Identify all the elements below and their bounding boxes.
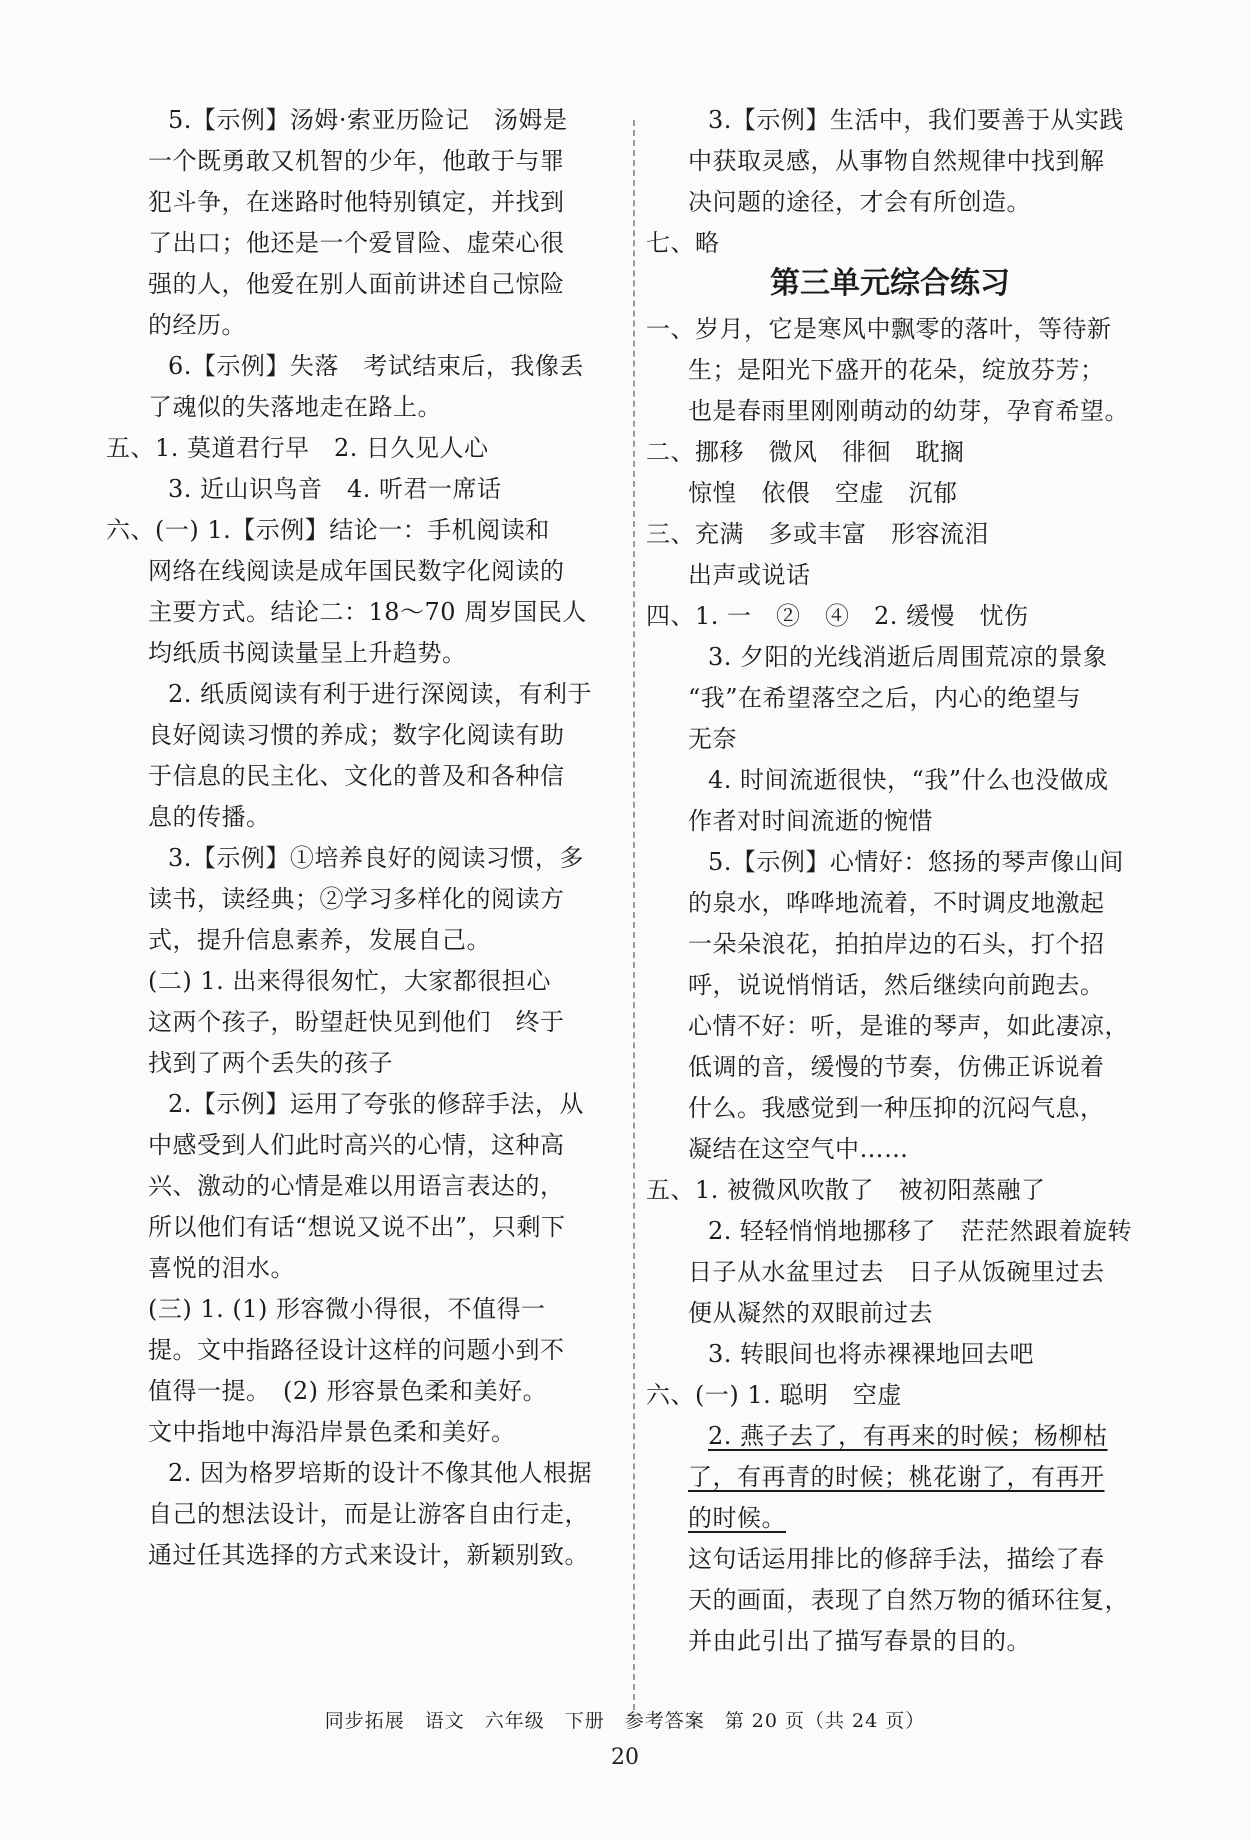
text-line: 良好阅读习惯的养成；数字化阅读有助 [148, 721, 565, 749]
text-line: 中感受到人们此时高兴的心情，这种高 [148, 1131, 565, 1159]
text-line: 了出口；他还是一个爱冒险、虚荣心很 [148, 229, 565, 257]
text-line: 息的传播。 [148, 803, 271, 831]
underlined-text-line: 的时候。 [688, 1504, 786, 1532]
text-line: 通过任其选择的方式来设计，新颖别致。 [148, 1541, 589, 1569]
text-line: 3. 夕阳的光线消逝后周围荒凉的景象 [708, 643, 1108, 671]
text-line: 二、挪移 微风 徘徊 耽搁 [646, 438, 965, 466]
text-line: “我”在希望落空之后，内心的绝望与 [688, 684, 1082, 712]
text-line: 这句话运用排比的修辞手法，描绘了春 [688, 1545, 1105, 1573]
text-line: 作者对时间流逝的惋惜 [688, 807, 933, 835]
text-line: 四、1. 一 ② ④ 2. 缓慢 忧伤 [646, 602, 1029, 630]
text-line: 式，提升信息素养，发展自己。 [148, 926, 491, 954]
text-line: 三、充满 多或丰富 形容流泪 [646, 520, 989, 548]
text-line: 呼，说说悄悄话，然后继续向前跑去。 [688, 971, 1105, 999]
text-line: 这两个孩子，盼望赶快见到他们 终于 [148, 1008, 565, 1036]
text-line: 一、岁月，它是寒风中飘零的落叶，等待新 [646, 315, 1112, 343]
text-line: 自己的想法设计，而是让游客自由行走， [148, 1500, 589, 1528]
text-line: 天的画面，表现了自然万物的循环往复， [688, 1586, 1129, 1614]
page-number: 20 [611, 1745, 639, 1770]
page-footer: 同步拓展 语文 六年级 下册 参考答案 第 20 页（共 24 页） [324, 1710, 926, 1732]
text-line: 于信息的民主化、文化的普及和各种信 [148, 762, 565, 790]
text-line: 什么。我感觉到一种压抑的沉闷气息， [688, 1094, 1105, 1122]
text-line: 便从凝然的双眼前过去 [688, 1299, 933, 1327]
text-line: 犯斗争，在迷路时他特别镇定，并找到 [148, 188, 565, 216]
text-line: 六、(一) 1.【示例】结论一：手机阅读和 [106, 516, 550, 544]
text-line: 一个既勇敢又机智的少年，他敢于与罪 [148, 147, 565, 175]
text-line: 6.【示例】失落 考试结束后，我像丢 [168, 352, 584, 380]
text-line: 也是春雨里刚刚萌动的幼芽，孕育希望。 [688, 397, 1129, 425]
section-title: 第三单元综合练习 [770, 266, 1010, 301]
text-line: 2.【示例】运用了夸张的修辞手法，从 [168, 1090, 584, 1118]
text-line: 2. 因为格罗培斯的设计不像其他人根据 [168, 1459, 593, 1487]
text-line: 3. 近山识鸟音 4. 听君一席话 [168, 475, 502, 503]
text-line: 并由此引出了描写春景的目的。 [688, 1627, 1031, 1655]
text-line: 5.【示例】汤姆·索亚历险记 汤姆是 [168, 106, 568, 134]
text-line: 网络在线阅读是成年国民数字化阅读的 [148, 557, 565, 585]
text-line: 六、(一) 1. 聪明 空虚 [646, 1381, 902, 1409]
text-line: 了魂似的失落地走在路上。 [148, 393, 442, 421]
column-divider [633, 120, 635, 1710]
text-line: 喜悦的泪水。 [148, 1254, 295, 1282]
text-line: (三) 1. (1) 形容微小得很，不值得一 [148, 1295, 546, 1323]
text-line: 无奈 [688, 725, 737, 753]
text-line: 生；是阳光下盛开的花朵，绽放芬芳； [688, 356, 1105, 384]
text-line: 五、1. 被微风吹散了 被初阳蒸融了 [646, 1176, 1046, 1204]
text-line: 读书，读经典；②学习多样化的阅读方 [148, 885, 565, 913]
text-line: 的泉水，哗哗地流着，不时调皮地激起 [688, 889, 1105, 917]
text-line: 3.【示例】生活中，我们要善于从实践 [708, 106, 1124, 134]
text-line: 出声或说话 [688, 561, 811, 589]
text-line: 2. 轻轻悄悄地挪移了 茫茫然跟着旋转 [708, 1217, 1133, 1245]
text-line: 5.【示例】心情好：悠扬的琴声像山间 [708, 848, 1124, 876]
text-line: 值得一提。 (2) 形容景色柔和美好。 [148, 1377, 548, 1405]
text-line: 均纸质书阅读量呈上升趋势。 [148, 639, 467, 667]
text-line: 七、略 [646, 229, 720, 257]
underlined-text-line: 了，有再青的时候；桃花谢了，有再开 [688, 1463, 1105, 1491]
text-line: (二) 1. 出来得很匆忙，大家都很担心 [148, 967, 551, 995]
text-line: 2. 纸质阅读有利于进行深阅读，有利于 [168, 680, 593, 708]
text-line: 日子从水盆里过去 日子从饭碗里过去 [688, 1258, 1105, 1286]
text-line: 找到了两个丢失的孩子 [148, 1049, 393, 1077]
text-line: 心情不好：听，是谁的琴声，如此凄凉， [688, 1012, 1129, 1040]
text-line: 主要方式。结论二：18～70 周岁国民人 [148, 598, 587, 626]
text-line: 强的人，他爱在别人面前讲述自己惊险 [148, 270, 565, 298]
underlined-text-line: 2. 燕子去了，有再来的时候；杨柳枯 [708, 1422, 1108, 1450]
text-line: 五、1. 莫道君行早 2. 日久见人心 [106, 434, 489, 462]
text-line: 惊惶 依偎 空虚 沉郁 [688, 479, 958, 507]
text-line: 所以他们有话“想说又说不出”，只剩下 [148, 1213, 566, 1241]
text-line: 决问题的途径，才会有所创造。 [688, 188, 1031, 216]
text-line: 提。文中指路径设计这样的问题小到不 [148, 1336, 565, 1364]
text-line: 兴、激动的心情是难以用语言表达的， [148, 1172, 565, 1200]
text-line: 凝结在这空气中…… [688, 1135, 909, 1163]
text-line: 一朵朵浪花，拍拍岸边的石头，打个招 [688, 930, 1105, 958]
text-line: 3. 转眼间也将赤裸裸地回去吧 [708, 1340, 1035, 1368]
text-line: 文中指地中海沿岸景色柔和美好。 [148, 1418, 516, 1446]
text-line: 低调的音，缓慢的节奏，仿佛正诉说着 [688, 1053, 1105, 1081]
text-line: 4. 时间流逝很快，“我”什么也没做成 [708, 766, 1109, 794]
text-line: 的经历。 [148, 311, 246, 339]
text-line: 中获取灵感，从事物自然规律中找到解 [688, 147, 1105, 175]
text-line: 3.【示例】①培养良好的阅读习惯，多 [168, 844, 584, 872]
